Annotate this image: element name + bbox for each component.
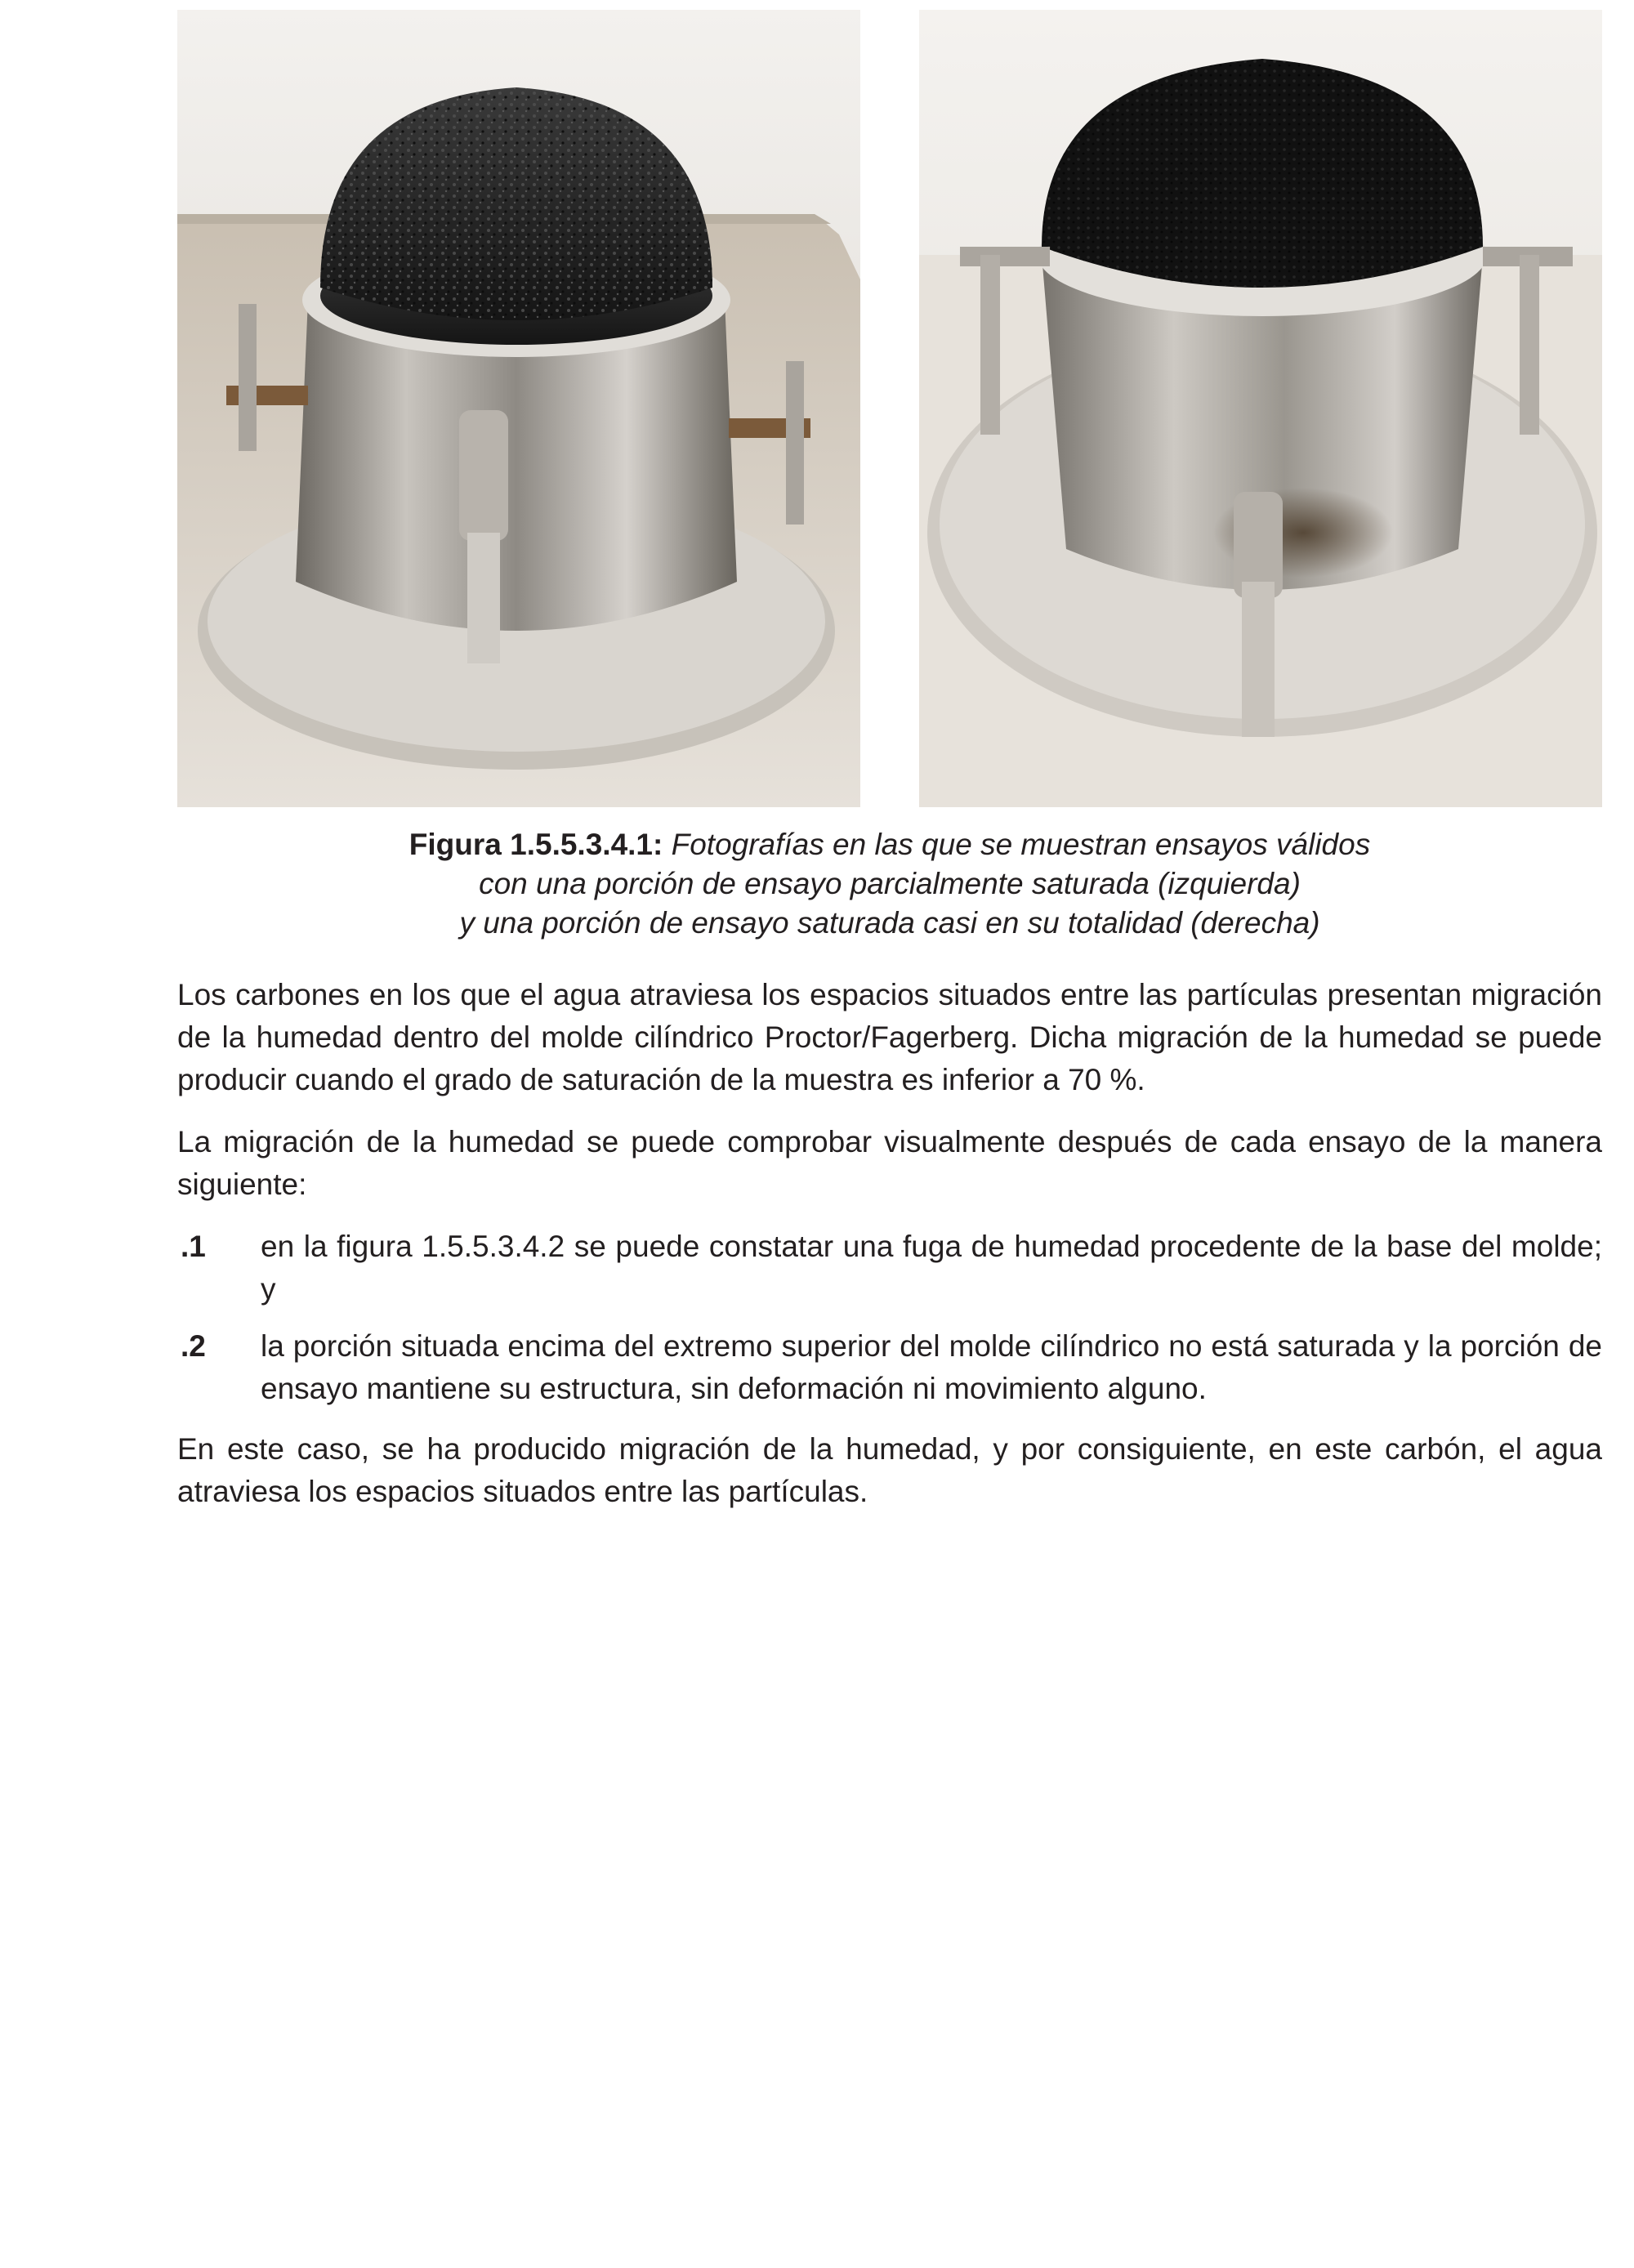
paragraph-conclusion: En este caso, se ha producido migración de la humedad, y por consiguiente, en este carbón, el agua atraviesa los espacios situados entre las partículas. [177,1432,1602,1508]
list-item [177,1226,1602,1310]
photo-partially-saturated-sample [177,10,860,807]
list-item-text: la porción situada encima del extremo superior del molde cilíndrico no está saturada y la porción de ensayo mantiene su estructura, sin deformación ni movimiento alguno. [261,1329,1602,1405]
paragraph-moisture-migration: Los carbones en los que el agua atraviesa los espacios situados entre las partículas presentan migración de la humedad dentro del molde cilíndrico Proctor/Fagerberg. Dicha migración de la humedad se puede producir cuando el grado de saturación de la muestra es inferior a 70 %. [177,978,1602,1096]
list-item [177,1325,1602,1410]
list-item-text: en la figura 1.5.5.3.4.2 se puede constatar una fuga de humedad procedente de la base del molde; y [261,1230,1602,1306]
paragraph-visual-check: La migración de la humedad se puede comprobar visualmente después de cada ensayo de la manera siguiente: [177,1125,1602,1201]
list-item-number: .2 [181,1329,206,1363]
list-item-number: .1 [181,1230,206,1263]
figure-label: Figura 1.5.5.3.4.1: [408,828,663,861]
caption-line-3: y una porción de ensayo saturada casi en su totalidad (derecha) [459,906,1320,940]
caption-line-2: con una porción de ensayo parcialmente saturada (izquierda) [479,867,1301,900]
figure-caption [177,825,1602,943]
caption-text-1: Fotografías en las que se muestran ensayos válidos [671,828,1371,861]
caption-line-1 [177,825,1602,864]
photo-saturated-sample [919,10,1602,807]
